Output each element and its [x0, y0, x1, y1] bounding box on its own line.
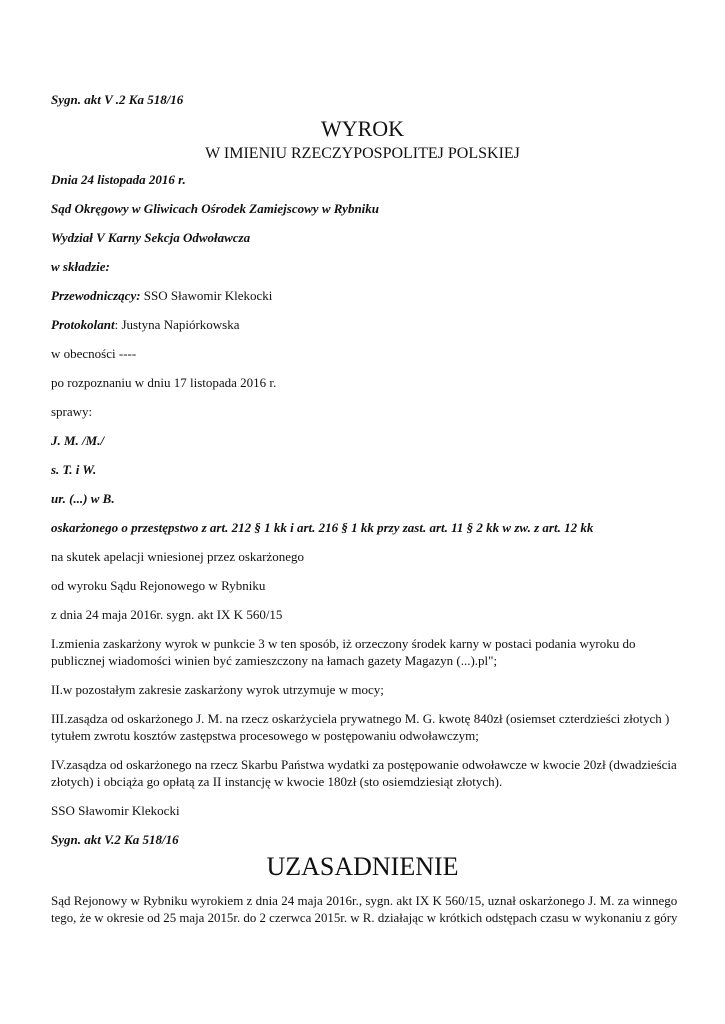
court-division: Wydział V Karny Sekcja Odwoławcza	[51, 230, 251, 245]
composition-label: w składzie:	[51, 259, 110, 274]
ruling-point-4-line-1: IV.zasądza od oskarżonego na rzecz Skarbu Państwa wydatki za postępowanie odwoławcze w kwocie 20zł (dwadzieścia	[51, 757, 677, 772]
presiding-judge-label: Przewodniczący:	[51, 288, 141, 303]
document-title: WYROK	[320, 116, 405, 141]
ruling-point-3-line-2: tytułem zwrotu kosztów zastępstwa procesowego w postępowaniu odwoławczym;	[51, 728, 479, 743]
judgment-date: Dnia 24 listopada 2016 r.	[51, 172, 186, 187]
clerk-line	[51, 317, 240, 333]
case-label: sprawy:	[51, 404, 93, 419]
clerk-label: Protokolant	[51, 317, 115, 332]
ruling-point-2: II.w pozostałym zakresie zaskarżony wyrok utrzymuje w mocy;	[51, 682, 384, 697]
presence-line: w obecności ----	[51, 346, 137, 361]
judge-signature: SSO Sławomir Klekocki	[51, 803, 180, 818]
defendant-name: J. M. /M./	[51, 433, 105, 448]
defendant-birth: ur. (...) w B.	[51, 491, 115, 506]
ruling-point-1-line-1: I.zmienia zaskarżony wyrok w punkcie 3 w ten sposób, iż orzeczony środek karny w postaci podania wyroku do	[51, 636, 636, 651]
defendant-parents: s. T. i W.	[51, 462, 97, 477]
justification-line-1: Sąd Rejonowy w Rybniku wyrokiem z dnia 24 maja 2016r., sygn. akt IX K 560/15, uznał oskarżonego J. M. za winnego	[51, 893, 678, 908]
ruling-point-3-line-1: III.zasądza od oskarżonego J. M. na rzecz oskarżyciela prywatnego M. G. kwotę 840zł (osiemset czterdzieści złotych )	[51, 711, 670, 726]
appealed-judgment-date: z dnia 24 maja 2016r. sygn. akt IX K 560/15	[51, 607, 283, 622]
presiding-judge-name: SSO Sławomir Klekocki	[143, 288, 273, 303]
hearing-date-line: po rozpoznaniu w dniu 17 listopada 2016 r.	[51, 375, 277, 390]
clerk-name: : Justyna Napiórkowska	[114, 317, 240, 332]
ruling-point-4-line-2: złotych) i obciąża go opłatą za II instancję w kwocie 180zł (sto osiemdziesiąt złotych).	[51, 774, 503, 789]
charge-line: oskarżonego o przestępstwo z art. 212 § 1 kk i art. 216 § 1 kk przy zast. art. 11 § 2 kk w zw. z art. 12 kk	[51, 520, 594, 535]
presiding-judge-line	[51, 288, 272, 304]
case-reference: Sygn. akt V .2 Ka 518/16	[51, 92, 184, 107]
court-name: Sąd Okręgowy w Gliwicach Ośrodek Zamiejscowy w Rybniku	[51, 201, 380, 216]
document-subtitle: W IMIENIU RZECZYPOSPOLITEJ POLSKIEJ	[205, 145, 520, 162]
appeal-basis-line: na skutek apelacji wniesionej przez oskarżonego	[51, 549, 305, 564]
appealed-judgment-line: od wyroku Sądu Rejonowego w Rybniku	[51, 578, 266, 593]
justification-case-reference: Sygn. akt V.2 Ka 518/16	[51, 832, 179, 847]
justification-line-2: tego, że w okresie od 25 maja 2015r. do 2 czerwca 2015r. w R. działając w krótkich odstępach czasu w wykonaniu z góry	[51, 910, 678, 925]
ruling-point-1-line-2: publicznej wiadomości winien być zamieszczony na łamach gazety Magazyn (...).pl";	[51, 653, 498, 668]
justification-title: UZASADNIENIE	[266, 852, 459, 881]
